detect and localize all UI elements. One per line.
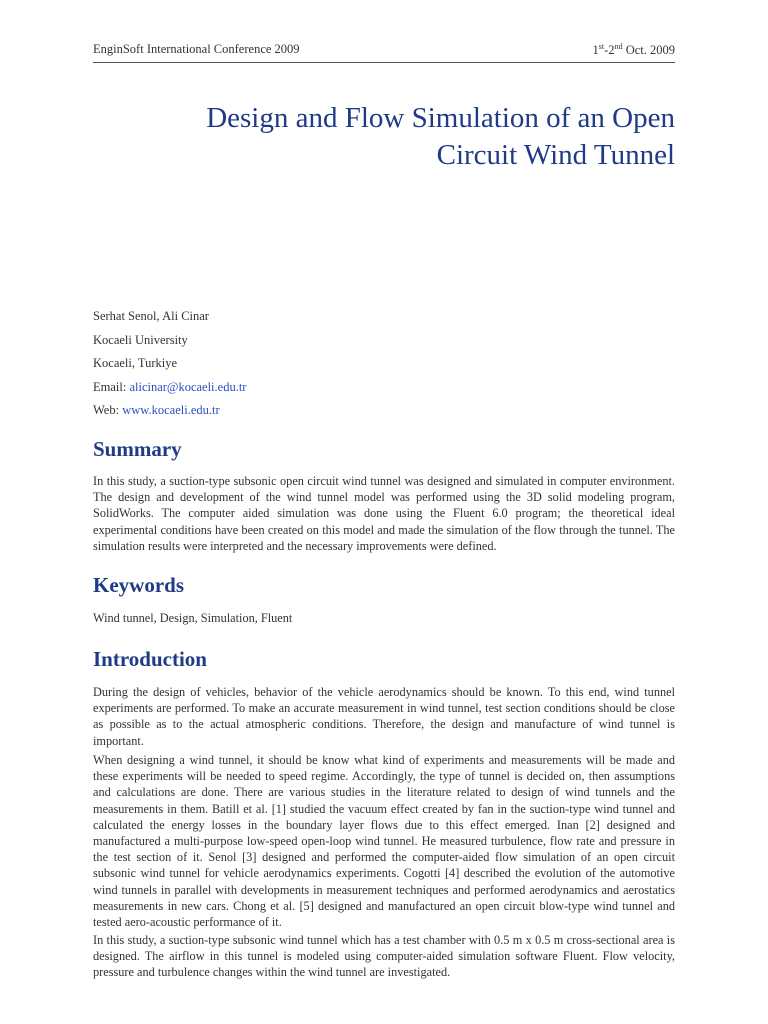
web-label: Web: [93,403,123,417]
email-label: Email: [93,379,130,394]
intro-paragraph-3: In this study, a suction-type subsonic wind tunnel which has a test chamber with 0.5 m x 0.5 m cross-sectional area is designed. The airflow in this tunnel is modeled using computer-aided simulation software Fluent. Flow velocity, pressure and turbulence changes within the wind tunnel are investigated. [93,933,675,980]
date-day1: 1 [592,43,599,58]
keywords-text: Wind tunnel, Design, Simulation, Fluent [93,611,293,625]
author-web-row [93,402,675,426]
date-month-year: Oct. 2009 [622,43,675,58]
date-day2: -2 [604,43,615,58]
author-affiliation: Kocaeli University [93,332,188,347]
title-line-2: Circuit Wind Tunnel [436,139,675,171]
conference-date [593,42,675,58]
page-header [93,42,675,63]
date-sup2: nd [614,42,623,51]
email-link[interactable]: alicinar@kocaeli.edu.tr [129,379,247,394]
date-sup1: st [598,42,605,51]
author-location: Kocaeli, Turkiye [93,356,178,370]
web-link[interactable]: www.kocaeli.edu.tr [122,403,220,417]
introduction-heading: Introduction [93,647,207,671]
title-line-1: Design and Flow Simulation of an Open [206,102,675,134]
intro-paragraph-1: During the design of vehicles, behavior of the vehicle aerodynamics should be known. To this end, wind tunnel experiments are performed. To make an accurate measurement in wind tunnel, test section conditions should be close as possible as to the actual atmospheric conditions. Therefore, the design and manufacture of wind tunnel is important. [93,685,675,748]
author-block [93,308,675,426]
paper-title [93,100,675,174]
keywords-heading: Keywords [93,573,184,597]
author-email-row [93,379,675,403]
author-names: Serhat Senol, Ali Cinar [93,309,209,323]
summary-text: In this study, a suction-type subsonic open circuit wind tunnel was designed and simulated in computer environment. The design and development of the wind tunnel model was performed using the 3D solid modeling program, SolidWorks. The computer aided simulation was done using the Fluent 6.0 program; the theoretical ideal experimental conditions have been created on this model and made the simulation of the flow through the tunnel. The simulation results were interpreted and the necessary improvements were defined. [93,474,675,553]
summary-heading: Summary [93,437,182,461]
intro-paragraph-2: When designing a wind tunnel, it should be know what kind of experiments and measurements will be made and these experiments will be needed to speed regime. Accordingly, the type of tunnel is decided on, then assumptions and calculations are done. There are various studies in the literature related to design of wind tunnels and the measurements in them. Batill et al. [1] studied the vacuum effect created by fan in the suction-type wind tunnel and calculated the energy losses in the boundary layer flows due to this effect emerged. Inan [2] designed and manufactured a multi-purpose low-speed open-loop wind tunnel. He measured turbulence, flow rate and pressure in the test section of it. Senol [3] designed and performed the computer-aided flow simulation of an open circuit subsonic wind tunnel for vehicle aerodynamics experiments. Cogotti [4] described the evolution of the automotive wind tunnels in parallel with developments in measurement techniques and performed aerodynamics and aerostatics measurements in new cars. Chong et al. [5] designed and manufactured an open circuit blow-type wind tunnel and tested aero-acoustic performance of it. [93,753,675,930]
conference-name: EnginSoft International Conference 2009 [93,42,300,56]
